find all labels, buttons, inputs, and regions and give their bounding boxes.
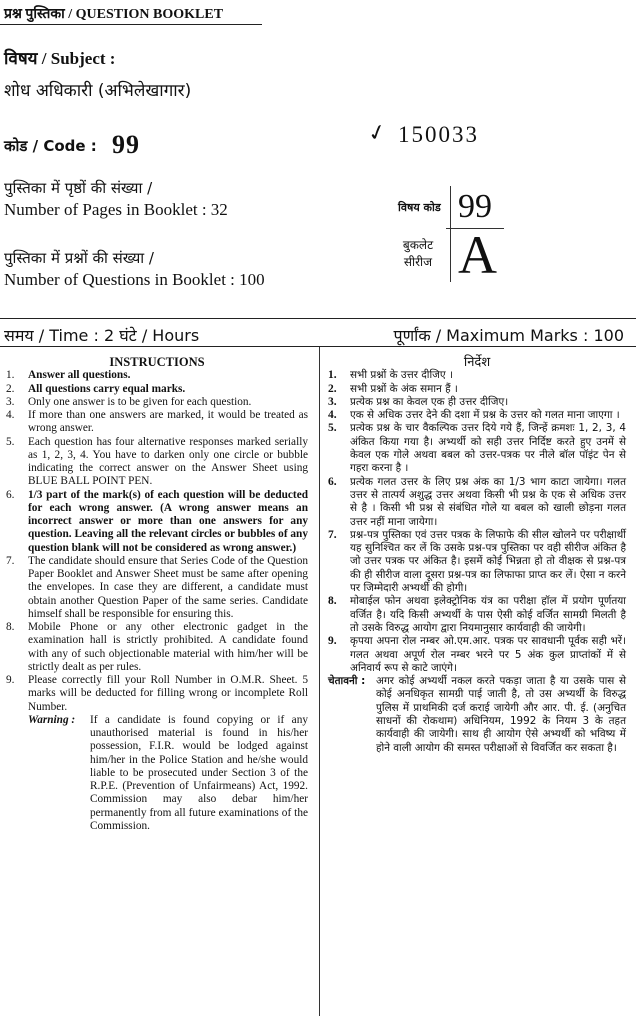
pages-label-hindi: पुस्तिका में पृष्ठों की संख्या /	[4, 179, 153, 197]
time-label: समय / Time : 2 घंटे / Hours	[4, 326, 200, 345]
warning-english	[6, 714, 308, 833]
instructions-hindi	[328, 356, 626, 755]
subject-code-box-label: विषय कोड	[398, 201, 441, 214]
booklet-title: प्रश्न पुस्तिका / QUESTION BOOKLET	[4, 7, 224, 22]
instruction-text: प्रत्येक प्रश्न का केवल एक ही उत्तर दीजिए।	[350, 395, 509, 408]
instructions-list-english	[6, 369, 308, 714]
instruction-text: प्रत्येक गलत उत्तर के लिए प्रश्न अंक का 1/3 भाग काटा जायेगा। गलत उत्तर से तात्पर्य अशुद्ध उत्तर अथवा किसी भी प्रश्न के एक से अधिक उत्तर से है । किसी भी प्रश्न से संबंधित गोले या बबल को खाली छोड़ना गलत उत्तर नहीं माना जायेगा।	[350, 475, 626, 528]
instruction-text: सभी प्रश्नों के अंक समान हैं ।	[350, 382, 458, 395]
instructions-english	[6, 356, 308, 833]
instruction-item	[6, 383, 308, 396]
warning-label-hindi: चेतावनी :	[328, 675, 366, 688]
instruction-text: If more than one answers are marked, it would be treated as wrong answer.	[28, 409, 308, 435]
instruction-item	[328, 595, 626, 635]
serial-tick-mark: ✓	[364, 118, 390, 147]
instruction-number: 7.	[328, 528, 337, 541]
instruction-item	[328, 529, 626, 595]
instruction-item	[328, 383, 626, 396]
instruction-number: 9.	[6, 674, 15, 686]
column-divider	[319, 347, 320, 1016]
instruction-text: All questions carry equal marks.	[28, 382, 186, 395]
instruction-number: 5.	[6, 435, 15, 448]
warning-text-english: If a candidate is found copying or if any unauthorised material is found in his/her possession, F.I.R. would be lodged against him/her in the Police Station and he/she would liable to be prosecuted under Section 3 of the R.P.E. (Prevention of Unfairmeans) Act, 1992. Commission may also debar him/her permanently from all future examinations of the Commission.	[90, 713, 308, 832]
code-label: कोड / Code :	[4, 137, 97, 155]
instruction-text: Answer all questions.	[28, 369, 131, 382]
instruction-number: 7.	[6, 554, 15, 567]
box-divider-vertical	[450, 186, 451, 282]
instructions-title-hindi: निर्देश	[463, 355, 491, 370]
instruction-text: मोबाईल फोन अथवा इलेक्ट्रोनिक यंत्र का परीक्षा हॉल में प्रयोग पूर्णतया वर्जित है। यदि किसी अभ्यर्थी के पास ऐसी कोई वर्जित सामग्री मिलती है तो उसके विरुद्ध आयोग द्वारा नियमानुसार कार्यवाही की जायेगी।	[350, 595, 626, 634]
subject-value: शोध अधिकारी (अभिलेखागार)	[4, 81, 192, 101]
header-underline	[0, 24, 262, 25]
instruction-number: 9.	[328, 635, 337, 648]
instruction-text: Mobile Phone or any other electronic gadget in the examination hall is strictly prohibited. A candidate found with any of such objectionable material with him/her will be strictly dealt as per rules.	[28, 621, 308, 673]
instruction-number: 8.	[6, 621, 15, 633]
subject-code-box-value: 99	[458, 188, 492, 225]
pages-label-english: Number of Pages in Booklet : 32	[4, 200, 228, 219]
instruction-number: 3.	[6, 395, 15, 408]
instruction-item	[328, 635, 626, 675]
warning-label-english: Warning :	[28, 713, 76, 726]
instruction-text: कृपया अपना रोल नम्बर ओ.एम.आर. पत्रक पर सावधानी पूर्वक सही भरें। गलत अथवा अपूर्ण रोल नम्बर भरने पर 5 अंक कुल प्राप्तांकों में से अनिवार्य रूप से काटे जाएंगे।	[350, 635, 626, 674]
divider-top-time	[0, 318, 636, 319]
instruction-text: Only one answer is to be given for each question.	[28, 395, 252, 408]
instruction-text: Please correctly fill your Roll Number in O.M.R. Sheet. 5 marks will be deducted for filling wrong or incomplete Roll Number.	[28, 674, 308, 713]
instruction-item	[328, 409, 626, 422]
instruction-number: 3.	[328, 395, 337, 408]
instruction-number: 1.	[6, 369, 15, 382]
instruction-text: एक से अधिक उत्तर देने की दशा में प्रश्न के उत्तर को गलत माना जाएगा ।	[350, 409, 620, 422]
instruction-item	[6, 436, 308, 489]
subject-label: विषय / Subject :	[4, 49, 116, 68]
max-marks-label: पूर्णांक / Maximum Marks : 100	[393, 326, 624, 345]
instruction-text: 1/3 part of the mark(s) of each question will be deducted for each wrong answer. (A wrong answer means an incorrect answer or more than one answers for any question. Leaving all the relevant circles or bubbles of any question blank will not be considered as wrong answer.)	[28, 488, 308, 554]
instruction-number: 6.	[6, 488, 15, 501]
instruction-number: 2.	[6, 382, 15, 395]
warning-text-hindi: अगर कोई अभ्यर्थी नकल करते पकड़ा जाता है या उसके पास से कोई अनधिकृत सामग्री पाई जाती है, तो उस अभ्यर्थी के विरुद्ध पुलिस में प्राथमिकी दर्ज कराई जायेगी और आर. पी. ई. (अनुचित साधनों की रोकथाम) अधिनियम, 1992 के नियम 3 के तहत कार्यवाही की जायेगी। साथ ही आयोग ऐसे अभ्यर्थी को भविष्य में होने वाली आयोग की समस्त परीक्षाओं से विवर्जित कर सकता है।	[376, 675, 626, 754]
questions-label-english: Number of Questions in Booklet : 100	[4, 270, 265, 289]
instruction-item	[6, 409, 308, 436]
instruction-item	[328, 396, 626, 409]
instruction-item	[6, 369, 308, 382]
instruction-number: 4.	[328, 409, 337, 422]
instruction-item	[6, 489, 308, 555]
instruction-text: The candidate should ensure that Series Code of the Question Paper Booklet and Answer Sheet must be same after opening the envelopes. In case they are different, a candidate must obtain another Question Paper of the same series. Candidate himself shall be responsible for ensuring this.	[28, 554, 308, 620]
instruction-number: 1.	[328, 369, 337, 382]
instructions-list-hindi	[328, 369, 626, 675]
instruction-item	[6, 555, 308, 621]
instruction-text: सभी प्रश्नों के उत्तर दीजिए ।	[350, 369, 453, 382]
instruction-item	[6, 396, 308, 409]
instruction-text: प्रत्येक प्रश्न के चार वैकल्पिक उत्तर दिये गये हैं, जिन्हें क्रमशः 1, 2, 3, 4 अंकित किया गया है। अभ्यर्थी को सही उत्तर निर्दिष्ट करते हुए उनमें से केवल एक गोले अथवा बबल को उत्तर-पत्रक पर नीले बॉल पॉइंट पेन से गहरा करना है ।	[350, 422, 626, 475]
instruction-number: 6.	[328, 475, 337, 488]
series-box-label: बुकलेट सीरीज	[402, 238, 434, 269]
instruction-number: 8.	[328, 595, 337, 608]
instruction-number: 4.	[6, 409, 15, 421]
instruction-item	[6, 674, 308, 714]
instruction-text: प्रश्न-पत्र पुस्तिका एवं उत्तर पत्रक के लिफाफे की सील खोलने पर परीक्षार्थी यह सुनिश्चित कर लें कि उसके प्रश्न-पत्र पुस्तिका पर वही सीरीज अंकित है जो उत्तर पत्रक पर अंकित है। इसमें कोई भिन्नता हो तो वीक्षक से प्रश्न-पत्र की ही सीरीज वाला दूसरा प्रश्न-पत्र का लिफाफा प्राप्त कर लें। ऐसा न करने पर जिम्मेदारी अभ्यर्थी की होगी।	[350, 528, 626, 595]
serial-number: 150033	[398, 122, 479, 147]
series-box-value: A	[458, 225, 497, 285]
instruction-item	[328, 476, 626, 529]
instructions-title-english: INSTRUCTIONS	[109, 355, 205, 369]
instruction-item	[328, 422, 626, 475]
instruction-item	[328, 369, 626, 382]
warning-hindi	[328, 675, 626, 755]
instruction-number: 2.	[328, 382, 337, 395]
divider-bottom-time	[0, 346, 636, 347]
instruction-item	[6, 621, 308, 674]
instruction-number: 5.	[328, 422, 337, 435]
instruction-text: Each question has four alternative responses marked serially as 1, 2, 3, 4. You have to darken only one circle or bubble indicating the correct answer on the Answer Sheet using BLUE BALL POINT PEN.	[28, 435, 308, 488]
code-value: 99	[112, 130, 140, 159]
questions-label-hindi: पुस्तिका में प्रश्नों की संख्या /	[4, 249, 154, 267]
